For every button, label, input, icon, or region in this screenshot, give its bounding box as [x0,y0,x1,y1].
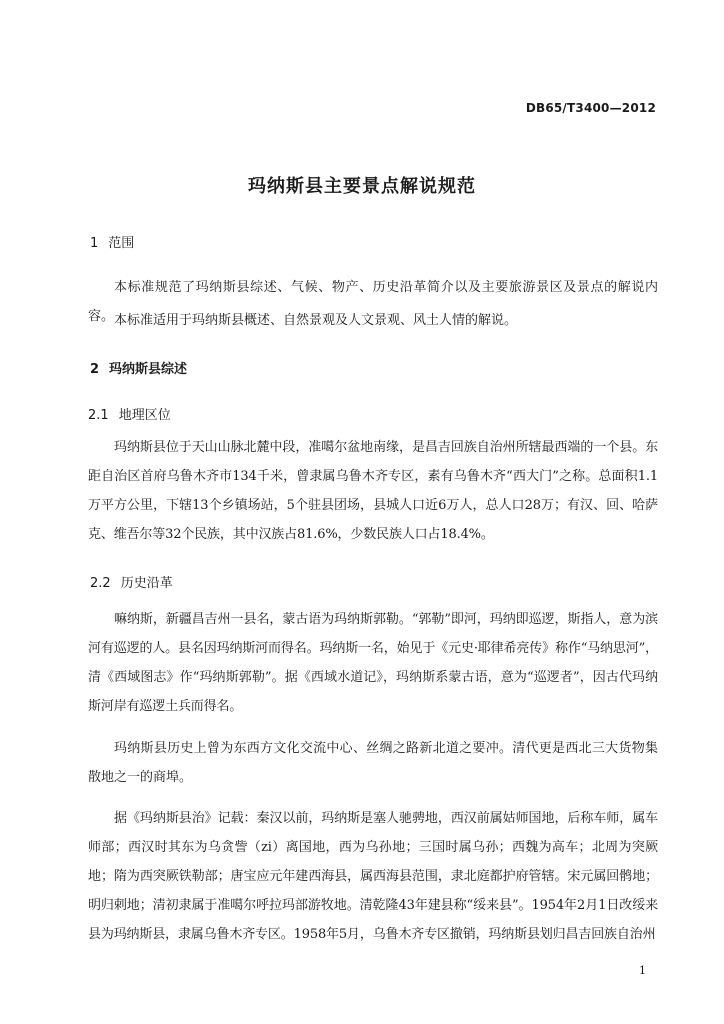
paragraph: 本标准规范了玛纳斯县综述、气候、物产、历史沿革简介以及主要旅游景区及景点的解说内容。 [88,280,658,324]
standard-code: DB65/T3400—2012 [525,101,656,115]
section-number: 2.2 [90,576,111,591]
section-title: 范围 [108,236,135,251]
section-title: 历史沿革 [120,576,173,591]
section-number: 1 [90,236,99,251]
paragraph: 嘛纳斯，新疆昌吉州一县名，蒙古语为玛纳斯郭勒。“郭勒”即河，玛纳即巡逻，斯指人，意为滨河有巡逻的人。县名因玛纳斯河而得名。玛纳斯一名，始见于《元史·耶律希亮传》称作“马纳思河”，清《西域图志》作“玛纳斯郭勒”。据《西域水道记》，玛纳斯系蒙古语，意为“巡逻者”，因古代玛纳斯河岸有巡逻土兵而得名。 [88,612,658,714]
paragraph: 本标准适用于玛纳斯县概述、自然景观及人文景观、风土人情的解说。 [114,313,518,328]
section-number: 2.1 [88,408,109,423]
paragraph: 玛纳斯县历史上曾为东西方文化交流中心、丝绸之路新北道之要冲。清代更是西北三大货物集散地之一的商埠。 [88,741,658,785]
page-number: 1 [639,964,646,977]
section-heading-scope [90,232,134,251]
paragraph: 据《玛纳斯县治》记载：秦汉以前，玛纳斯是塞人驰骋地，西汉前属姑师国地，后称车师，属车师部；西汉时其东为乌贪訾（zi）离国地，西为乌孙地；三国时属乌孙；西魏为高车；北周为突厥地；隋为西突厥铁勒部；唐宝应元年建西海县，属西海县范围，隶北庭都护府管辖。宋元属回鹘地；明归剌地；清初隶属于准噶尔呼拉玛部游牧地。清乾隆43年建县称“绥来县”。1954年2月1日改绥来县为玛纳斯县，隶属乌鲁木齐专区。1958年5月，乌鲁木齐专区撤销，玛纳斯县划归昌吉回族自治州 [88,811,658,942]
section-title: 地理区位 [118,408,171,423]
paragraph: 玛纳斯县位于天山山脉北麓中段，准噶尔盆地南缘，是昌吉回族自治州所辖最西端的一个县。东距自治区首府乌鲁木齐市134千米，曾隶属乌鲁木齐专区，素有乌鲁木齐“西大门”之称。总面积1.1万平方公里，下辖13个乡镇场站，5个驻县团场，县城人口近6万人，总人口28万；有汉、回、哈萨克、维吾尔等32个民族，其中汉族占81.6%，少数民族人口占18.4%。 [88,440,658,542]
section-title: 玛纳斯县综述 [109,362,188,377]
section-heading-overview [90,358,187,377]
document-title: 玛纳斯县主要景点解说规范 [248,176,476,197]
section-heading-history [90,572,173,591]
section-heading-location [88,404,171,423]
section-number: 2 [90,362,100,377]
